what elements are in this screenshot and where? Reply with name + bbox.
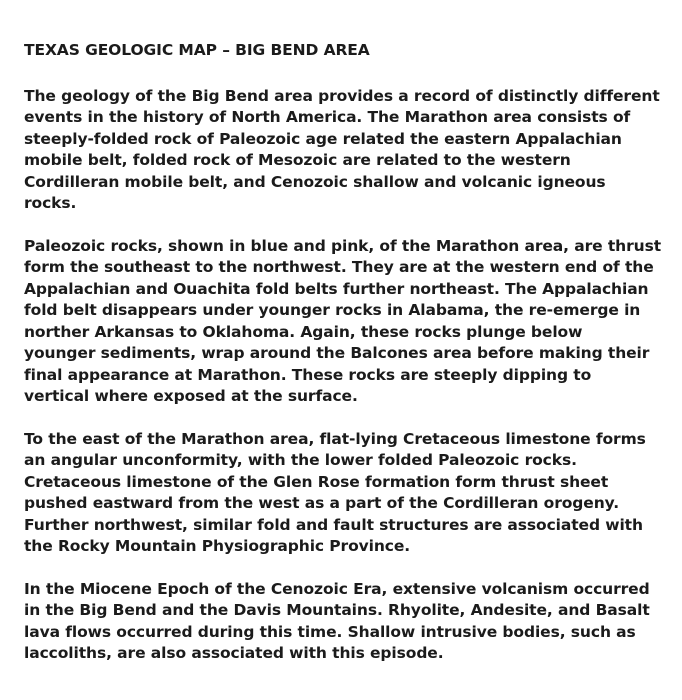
document-title: TEXAS GEOLOGIC MAP – BIG BEND AREA xyxy=(24,41,370,59)
paragraph-paleozoic-rocks: Paleozoic rocks, shown in blue and pink, of the Marathon area, are thrust form the southeast to the northwest. They are at the western end of the Appalachian and Ouachita fold belts further northeast. The Appalachian fold belt disappears under younger rocks in Alabama, the re-emerge in norther Arkansas to Oklahoma. Again, these rocks plunge below younger sediments, wrap around the Balcones area before making their final appearance at Marathon. These rocks are steeply dipping to vertical where exposed at the surface. xyxy=(24,236,662,405)
document-body xyxy=(24,40,678,686)
paragraph-overview: The geology of the Big Bend area provides a record of distinctly different events in the history of North America. The Marathon area consists of steeply-folded rock of Paleozoic age related the eastern Appalachian mobile belt, folded rock of Mesozoic are related to the western Cordilleran mobile belt, and Cenozoic shallow and volcanic igneous rocks. xyxy=(24,86,660,212)
paragraph-cretaceous-limestone: To the east of the Marathon area, flat-lying Cretaceous limestone forms an angular unconformity, with the lower folded Paleozoic rocks. Cretaceous limestone of the Glen Rose formation form thrust sheet pushed eastward from the west as a part of the Cordilleran orogeny. Further northwest, similar fold and fault structures are associated with the Rocky Mountain Physiographic Province. xyxy=(24,429,646,555)
paragraph-miocene-volcanism: In the Miocene Epoch of the Cenozoic Era, extensive volcanism occurred in the Big Bend and the Davis Mountains. Rhyolite, Andesite, and Basalt lava flows occurred during this time. Shallow intrusive bodies, such as laccoliths, are also associated with this episode. xyxy=(24,579,650,662)
